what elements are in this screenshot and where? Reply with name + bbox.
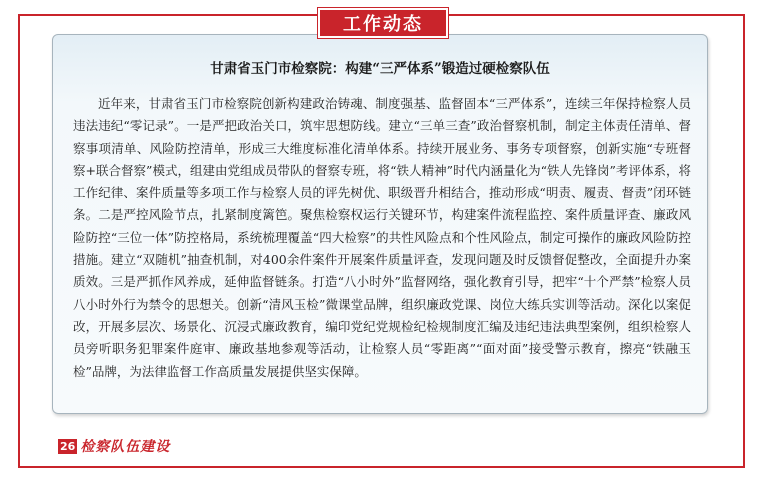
section-header-tab — [318, 8, 448, 38]
article-title: 甘肃省玉门市检察院：构建“三严体系”锻造过硬检察队伍 — [210, 61, 550, 77]
section-label: 工作动态 — [343, 14, 423, 35]
article-body: 近年来，甘肃省玉门市检察院创新构建政治铸魂、制度强基、监督固本“三严体系”，连续三年保持检察人员违法违纪“零记录”。一是严把政治关口，筑牢思想防线。建立“三单三查”政治督察机制，制定主体责任清单、督察事项清单、风险防控清单，形成三大维度标准化清单体系。持续开展业务、事务专项督察，创新实施“专班督察+联合督察”模式，组建由党组成员带队的督察专班，将“铁人精神”时代内涵量化为“铁人先锋岗”考评体系，将工作纪律、案件质量等多项工作与检察人员的评先树优、职级晋升相结合，推动形成“明责、履责、督责”闭环链条。二是严控风险节点，扎紧制度篱笆。聚焦检察权运行关键环节，构建案件流程监控、案件质量评查、廉政风险防控“三位一体”防控格局，系统梳理覆盖“四大检察”的共性风险点和个性风险点，制定可操作的廉政风险防控措施。建立“双随机”抽查机制，对400余件案件开展案件质量评查，发现问题及时反馈督促整改，全面提升办案质效。三是严抓作风养成，延伸监督链条。打造“八小时外”监督网络，强化教育引导，把牢“十个严禁”检察人员八小时外行为禁令的思想关。创新“清风玉检”微课堂品牌，组织廉政党课、岗位大练兵实训等活动。深化以案促改，开展多层次、场景化、沉浸式廉政教育，编印党纪党规检纪检规制度汇编及违纪违法典型案例，组织检察人员旁听职务犯罪案件庭审、廉政基地参观等活动，让检察人员“零距离”“面对面”接受警示教育，擦亮“铁融玉检”品牌，为法律监督工作高质量发展提供坚实保障。 — [73, 96, 691, 379]
magazine-name: 检察队伍建设 — [80, 439, 171, 455]
page-number: 26 — [60, 439, 76, 453]
page-footer — [58, 436, 170, 456]
article-panel — [52, 34, 708, 414]
